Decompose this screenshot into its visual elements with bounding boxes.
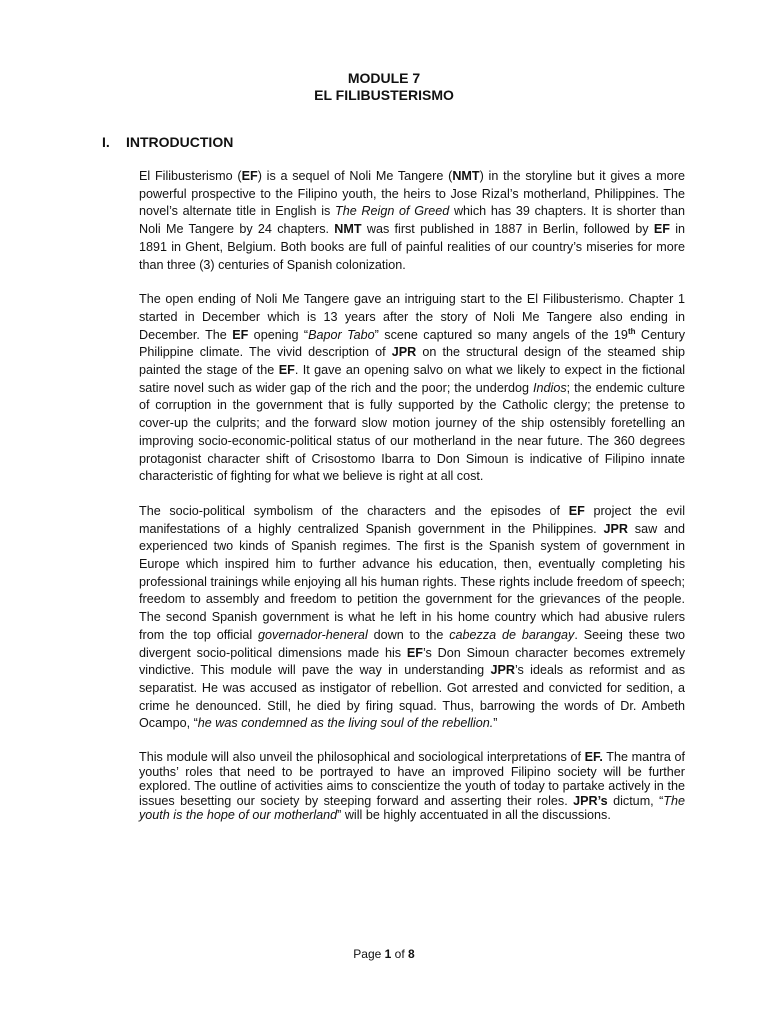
- text-run: opening “: [248, 327, 309, 342]
- text-run: which has 39 chapters. It is shorter than Noli Me Tangere by 24 chapters.: [139, 204, 686, 237]
- text-run: EF.: [584, 750, 603, 765]
- module-title: EL FILIBUSTERISMO: [314, 87, 454, 103]
- footer-prefix: Page: [353, 947, 385, 961]
- text-run: cabezza de barangay: [449, 627, 575, 642]
- text-run: ’s Don Simoun character becomes extremely vindictive. This module will pave the way in understanding: [139, 645, 685, 678]
- text-run: El Filibusterismo (: [139, 169, 242, 183]
- text-run: down to the: [367, 627, 450, 642]
- paragraph-4: [139, 750, 685, 823]
- text-run: on the structural design of the steamed ship painted the stage of the: [139, 345, 685, 378]
- section-label: INTRODUCTION: [126, 134, 234, 150]
- text-run: was first published in 1887 in Berlin, followed by: [361, 222, 654, 237]
- text-run: saw and experienced two kinds of Spanish regimes. The first is the Spanish system of government in Europe which inspired him to further advance his education, then, eventually completing his professional trainings while enjoying all his human rights. These rights include freedom of speech; freedom to assembly and freedom to petition the government for the grievances of the people. The second Spanish government is what he left in his home country which had abusive rulers from the top official: [139, 521, 685, 642]
- text-run: in 1891 in Ghent, Belgium. Both books are full of painful realities of our country’s miseries for more than three (3) centuries of Spanish colonization.: [139, 222, 685, 272]
- text-run: ’s ideals as reformist and as separatist. He was accused as instigator of rebellion. Got arrested and convicted for sedition, a crime he denounced. Still, he died by firing squad. Thus, barrowing the words of Dr. Ambeth Ocampo, “: [139, 663, 685, 731]
- text-run: EF: [241, 169, 258, 183]
- text-run: governador-heneral: [258, 627, 368, 642]
- text-run: Century Philippine climate. The vivid description of: [139, 327, 685, 360]
- footer-of: of: [391, 947, 409, 961]
- text-run: The Reign of Greed: [335, 204, 450, 219]
- text-run: The mantra of youths’ roles that need to be portrayed to have an improved Filipino society will be further explored. The outline of activities aims to conscientize the youth of today to partake actively in the issues besetting our society by steeping forward and asserting their roles.: [139, 750, 686, 808]
- text-run: ” scene captured so many angels of the 19: [374, 327, 628, 342]
- footer-page-number: 1: [384, 947, 392, 961]
- text-run: The youth is the hope of our motherland: [139, 793, 685, 823]
- page-footer: [0, 947, 768, 961]
- text-run: EF: [653, 222, 670, 237]
- paragraph-2: [139, 291, 685, 486]
- text-run: EF: [406, 645, 423, 660]
- text-run: This module will also unveil the philosophical and sociological interpretations of: [139, 750, 585, 765]
- text-run: EF: [232, 327, 249, 342]
- section-heading: [102, 134, 233, 151]
- text-run: ) is a sequel of Noli Me Tangere (: [257, 169, 453, 183]
- text-run: NMT: [334, 222, 362, 237]
- document-body: [139, 168, 685, 840]
- text-run: EF: [568, 503, 585, 518]
- paragraph-1: [139, 168, 685, 274]
- text-run: project the evil manifestations of a highly centralized Spanish government in the Philippines.: [139, 503, 686, 536]
- text-run: ” will be highly accentuated in all the discussions.: [337, 808, 611, 823]
- module-title-block: [0, 70, 768, 104]
- text-run: ”: [493, 716, 498, 731]
- text-run: th: [627, 326, 636, 336]
- text-run: ; the endemic culture of corruption in the government that is fully supported by the Catholic clergy; the pretense to cover-up the culprits; and the forward slow motion journey of the ship ostensibly foretelling an improving socio-economic-political status of our motherland in the near future. The 360 degrees protagonist character shift of Crisostomo Ibarra to Don Simoun is indicative of Filipino innate characteristic of fighting for what we believe is right at all cost.: [139, 380, 685, 484]
- text-run: JPR: [603, 521, 628, 536]
- text-run: The open ending of Noli Me Tangere gave an intriguing start to the El Filibusterismo. Chapter 1 started in December which is 13 years after the story of Noli Me Tangere also ending in December. The: [139, 292, 685, 342]
- footer-total-pages: 8: [408, 947, 415, 961]
- text-run: JPR’s: [573, 793, 608, 808]
- section-number: I.: [102, 134, 110, 150]
- module-number: MODULE 7: [347, 70, 421, 86]
- text-run: Indios: [533, 380, 567, 395]
- text-run: JPR: [490, 663, 515, 678]
- text-run: . It gave an opening salvo on what we likely to expect in the fictional satire novel such as wider gap of the rich and the poor; the underdog: [139, 363, 686, 395]
- text-run: ) in the storyline but it gives a more powerful prospective to the Filipino youth, the heirs to Jose Rizal’s motherland, Philippines. The novel’s alternate title in English is: [139, 169, 685, 219]
- text-run: . Seeing these two divergent socio-political dimensions made his: [139, 627, 685, 660]
- text-run: he was condemned as the living soul of the rebellion.: [197, 716, 494, 731]
- text-run: EF: [278, 363, 295, 378]
- text-run: JPR: [391, 345, 417, 360]
- paragraph-3: [139, 503, 685, 733]
- text-run: The socio-political symbolism of the characters and the episodes of: [139, 503, 569, 518]
- text-run: Bapor Tabo: [308, 327, 375, 342]
- text-run: NMT: [452, 169, 480, 183]
- text-run: dictum, “: [607, 793, 664, 808]
